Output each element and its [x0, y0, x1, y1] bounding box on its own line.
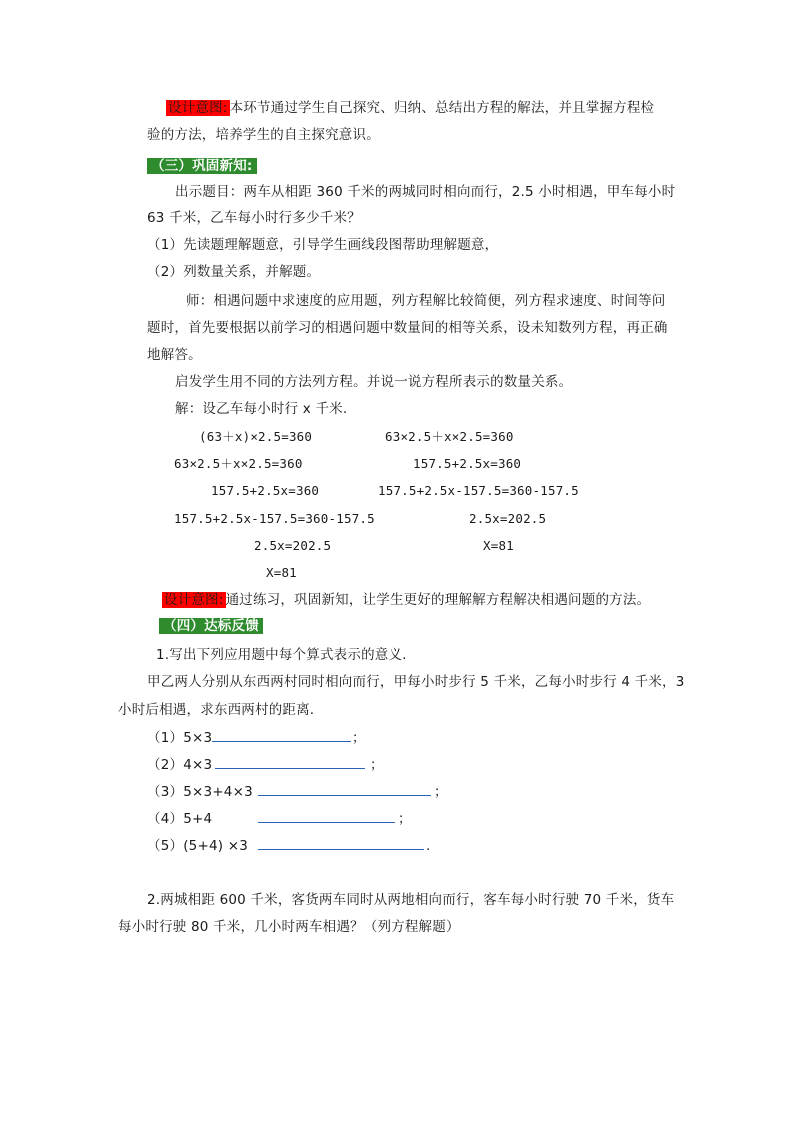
- fill-item-end: ；: [398, 811, 412, 827]
- section4-heading: （四）达标反馈: [159, 618, 263, 634]
- solution-intro: 解：设乙车每小时行 x 千米.: [175, 401, 348, 417]
- right-step: 157.5+2.5x-157.5=360-157.5: [378, 483, 579, 498]
- q2-line-1: 2.两城相距 600 千米，客货两车同时从两地相向而行，客车每小时行驶 70 千米，货车: [147, 892, 675, 908]
- answer-blank[interactable]: [215, 768, 365, 769]
- left-step: 2.5x=202.5: [254, 538, 332, 553]
- teacher-line-1: 师：相遇问题中求速度的应用题，列方程解比较简便，列方程求速度、时间等问: [186, 293, 666, 309]
- answer-blank[interactable]: [212, 741, 351, 742]
- fill-item-label: （5）(5+4) ×3: [147, 838, 249, 854]
- fill-item-label: （4）5+4: [147, 811, 213, 827]
- design-intent-label: 设计意图:: [168, 100, 228, 116]
- answer-blank[interactable]: [258, 849, 424, 850]
- teacher-line-3: 地解答。: [147, 347, 202, 363]
- step-2: （2）列数量关系，并解题。: [147, 264, 321, 280]
- problem-line-1: 出示题目：两车从相距 360 千米的两城同时相向而行，2.5 小时相遇，甲车每小时: [175, 184, 676, 200]
- fill-item-label: （3）5×3+4×3: [147, 784, 253, 800]
- q1-line-1: 甲乙两人分别从东西两村同时相向而行，甲每小时步行 5 千米，乙每小时步行 4 千米，3: [147, 674, 685, 690]
- design-intent-1: [166, 98, 654, 118]
- fill-item-end: ；: [370, 757, 384, 773]
- left-step: X=81: [266, 565, 297, 580]
- left-step: 157.5+2.5x-157.5=360-157.5: [174, 511, 375, 526]
- fill-item-label: （1）5×3: [147, 730, 213, 746]
- section-heading: [159, 616, 263, 636]
- left-step: 63×2.5＋x×2.5=360: [174, 456, 303, 471]
- right-step: 2.5x=202.5: [469, 511, 547, 526]
- fill-item-end: ；: [434, 784, 448, 800]
- section3-heading: （三）巩固新知:: [147, 158, 257, 174]
- answer-blank[interactable]: [258, 822, 395, 823]
- fill-item-label: （2）4×3: [147, 757, 213, 773]
- right-step: 157.5+2.5x=360: [413, 456, 522, 471]
- fill-item-end: ；: [352, 730, 366, 746]
- left-step: (63＋x)×2.5=360: [199, 429, 313, 444]
- problem-line-2: 63 千米，乙车每小时行多少千米？: [147, 210, 361, 226]
- right-step: 63×2.5＋x×2.5=360: [385, 429, 514, 444]
- q2-line-2: 每小时行驶 80 千米，几小时两车相遇？（列方程解题）: [118, 919, 460, 935]
- design-intent-text: 本环节通过学生自己探究、归纳、总结出方程的解法，并且掌握方程检: [229, 100, 655, 116]
- design-intent-1-line2: 验的方法，培养学生的自主探究意识。: [147, 127, 380, 143]
- q1-line-2: 小时后相遇，求东西两村的距离.: [118, 702, 315, 718]
- design-intent-2: [162, 590, 650, 610]
- step-1: （1）先读题理解题意，引导学生画线段图帮助理解题意，: [147, 237, 499, 253]
- q1-title: 1.写出下列应用题中每个算式表示的意义.: [156, 647, 407, 663]
- left-step: 157.5+2.5x=360: [211, 483, 320, 498]
- teacher-line-2: 题时，首先要根据以前学习的相遇问题中数量间的相等关系，设未知数列方程，再正确: [147, 320, 668, 336]
- right-step: X=81: [483, 538, 514, 553]
- inspire-line: 启发学生用不同的方法列方程。并说一说方程所表示的数量关系。: [175, 374, 573, 390]
- fill-item-end: .: [426, 838, 431, 854]
- design-intent-text: 通过练习，巩固新知，让学生更好的理解解方程解决相遇问题的方法。: [225, 592, 651, 608]
- answer-blank[interactable]: [258, 795, 431, 796]
- section-heading: [147, 156, 257, 176]
- design-intent-label: 设计意图:: [164, 592, 224, 608]
